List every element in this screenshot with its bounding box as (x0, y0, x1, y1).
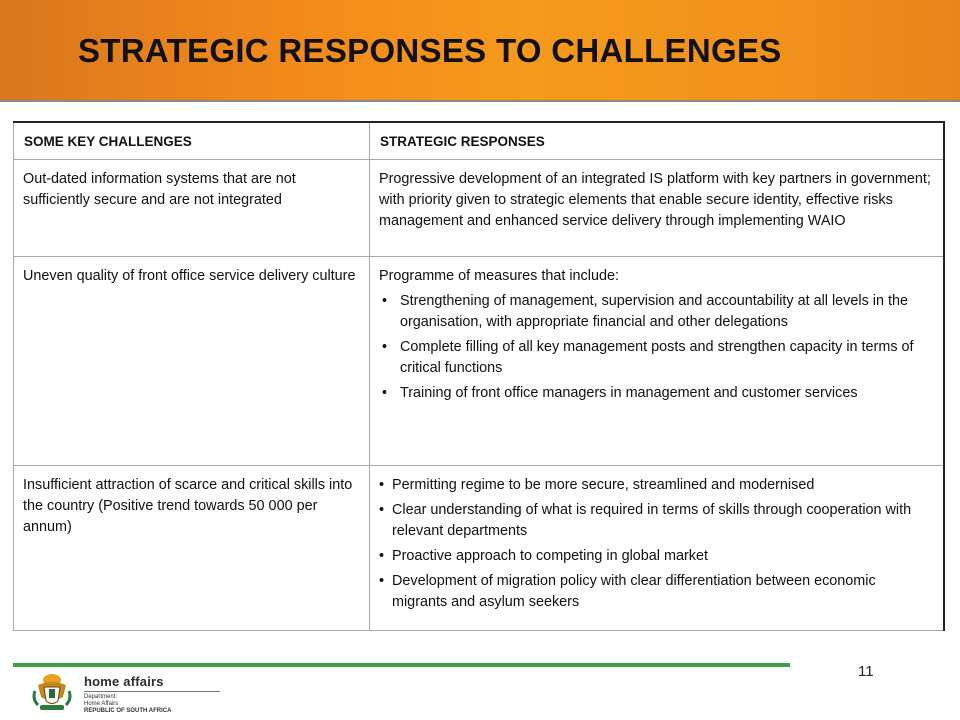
challenge-cell: Uneven quality of front office service delivery culture (14, 257, 370, 466)
response-cell (370, 466, 944, 631)
logo-wordmark (84, 675, 220, 715)
response-cell (370, 257, 944, 466)
response-bullet: • Proactive approach to competing in global market (379, 546, 935, 567)
logo-rule (84, 691, 220, 692)
logo-line: REPUBLIC OF SOUTH AFRICA (84, 708, 172, 714)
home-affairs-logo (30, 671, 230, 713)
response-list (379, 475, 935, 613)
coat-of-arms-icon (30, 671, 74, 713)
table-row (14, 466, 944, 631)
response-bullet: • Complete filling of all key management posts and strengthen capacity in terms of critical functions (379, 337, 935, 379)
response-intro: Programme of measures that include: (379, 268, 619, 284)
logo-line: Home Affairs (84, 701, 119, 707)
logo-line: Department: (84, 694, 118, 700)
response-list (379, 291, 935, 404)
response-bullet: • Clear understanding of what is required in terms of skills through cooperation with relevant departments (379, 500, 935, 542)
challenge-cell: Out-dated information systems that are not sufficiently secure and are not integrated (14, 160, 370, 257)
page-number: 11 (858, 663, 874, 680)
response-bullet: • Strengthening of management, supervision and accountability at all levels in the organisation, with appropriate financial and other delegations (379, 291, 935, 333)
logo-name: home affairs (84, 674, 164, 689)
header-strategic-responses: STRATEGIC RESPONSES (370, 122, 944, 160)
footer-divider (13, 663, 790, 667)
response-cell: Progressive development of an integrated IS platform with key partners in government; with priority given to strategic elements that enable secure identity, effective risks management and enhanced service delivery through implementing WAIO (370, 160, 944, 257)
page-title: STRATEGIC RESPONSES TO CHALLENGES (78, 32, 782, 69)
header-key-challenges: SOME KEY CHALLENGES (14, 122, 370, 160)
response-bullet: • Permitting regime to be more secure, streamlined and modernised (379, 475, 935, 496)
table-row (14, 160, 944, 257)
response-bullet: • Development of migration policy with clear differentiation between economic migrants and asylum seekers (379, 571, 935, 613)
challenge-cell: Insufficient attraction of scarce and critical skills into the country (Positive trend towards 50 000 per annum) (14, 466, 370, 631)
response-bullet: • Training of front office managers in management and customer services (379, 383, 935, 404)
table-row (14, 257, 944, 466)
challenges-table-container (13, 121, 943, 639)
title-bar (0, 0, 960, 102)
table-header-row (14, 122, 944, 160)
challenges-table (13, 121, 945, 631)
